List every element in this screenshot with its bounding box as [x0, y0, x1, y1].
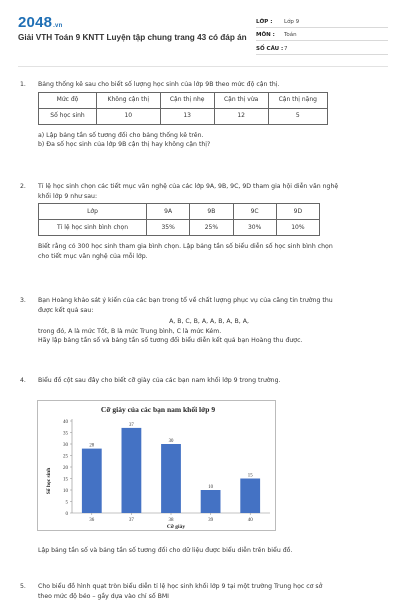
- question-part-a: a) Lập bảng tần số tương đối cho bảng thống kê trên.: [38, 131, 204, 139]
- x-tick-label: 36: [89, 518, 95, 523]
- table-cell: Cận thị nặng: [268, 92, 327, 108]
- table-cell: 9C: [233, 204, 276, 220]
- y-tick-label: 15: [63, 477, 68, 483]
- table-cell: 9A: [147, 204, 190, 220]
- document-title: Giải VTH Toán 9 KNTT Luyện tập chung trang 43 có đáp án: [18, 33, 247, 42]
- table-cell: Cận thị vừa: [214, 92, 268, 108]
- meta-row-grade: [256, 14, 388, 28]
- question-3: [20, 296, 380, 346]
- table-row: [39, 92, 328, 108]
- table-cell: 10: [97, 108, 161, 124]
- table-cell: 13: [160, 108, 214, 124]
- meta-key: MÔN :: [256, 32, 275, 38]
- question-number: 2.: [20, 183, 26, 190]
- shoe-size-chart: [37, 400, 276, 531]
- data-label: 30: [168, 439, 174, 444]
- bar-chart-svg: [38, 401, 277, 532]
- question-number: 5.: [20, 583, 26, 590]
- question-text: Biểu đồ cột sau đây cho biết cỡ giày của các bạn nam khối lớp 9 trong trường.: [38, 377, 281, 384]
- bar: [82, 449, 102, 513]
- y-tick-label: 30: [63, 442, 68, 448]
- y-axis-label: Số học sinh: [46, 467, 52, 495]
- x-tick-label: 39: [208, 518, 214, 523]
- question-text: Bạn Hoàng khảo sát ý kiến của các bạn trong tổ về chất lượng phục vụ của căng tin trường thu: [38, 297, 333, 304]
- y-tick-label: 25: [63, 454, 68, 460]
- x-tick-label: 37: [128, 518, 134, 523]
- question-number: 1.: [20, 81, 26, 88]
- table-cell: 9B: [190, 204, 233, 220]
- meta-row-subject: [256, 28, 388, 42]
- meta-value: 7: [284, 45, 288, 52]
- y-tick-label: 35: [63, 431, 68, 437]
- y-tick-label: 5: [65, 500, 68, 506]
- question-text: trong đó, A là mức Tốt, B là mức Trung bình, C là mức Kém.: [38, 327, 222, 335]
- meta-panel: [256, 14, 388, 55]
- question-4-followup: [20, 546, 380, 556]
- table-cell: 5: [268, 108, 327, 124]
- table-cell: Không cận thị: [97, 92, 161, 108]
- meta-value: Toán: [284, 32, 297, 38]
- table-row: [39, 204, 320, 220]
- question-text: theo mức độ béo – gầy dựa vào chỉ số BMI: [38, 592, 170, 600]
- y-tick-label: 40: [63, 419, 68, 425]
- bar: [161, 444, 181, 513]
- meta-key: LỚP :: [256, 18, 273, 25]
- question-text: Hãy lập bảng tần số và bảng tần số tương đối biểu diễn kết quả bạn Hoàng thu được.: [38, 337, 303, 345]
- question-text: được kết quả sau:: [38, 306, 94, 314]
- x-tick-label: 38: [168, 518, 174, 523]
- table-cell: 10%: [276, 220, 319, 236]
- question-text: khối lớp 9 như sau:: [38, 192, 98, 200]
- question-text: Lập bảng tần số và bảng tần số tương đối cho dữ liệu được biểu diễn trên biểu đồ.: [38, 547, 293, 554]
- data-label: 10: [208, 485, 213, 490]
- document-header: [18, 14, 388, 64]
- table-cell: 12: [214, 108, 268, 124]
- y-tick-label: 0: [65, 511, 68, 517]
- data-label: 28: [89, 443, 95, 449]
- question-part-b: b) Đa số học sinh của lớp 9B cận thị hay không cận thị?: [38, 141, 211, 149]
- meta-row-count: [256, 41, 388, 55]
- chart-bars: [82, 423, 260, 513]
- table-cell: Lớp: [39, 204, 147, 220]
- question-text: Bảng thống kê sau cho biết số lượng học sinh của lớp 9B theo mức độ cận thị.: [38, 81, 280, 88]
- x-tick-label: 40: [247, 518, 253, 523]
- question-text: cho tiết mục văn nghệ của mỗi lớp.: [38, 252, 148, 260]
- bar: [201, 490, 221, 513]
- y-tick-label: 10: [63, 488, 68, 494]
- table-row: [39, 220, 320, 236]
- question-5: [20, 582, 380, 600]
- meta-key: SỐ CÂU :: [256, 45, 284, 52]
- data-label: 37: [129, 422, 134, 428]
- data-label: 15: [247, 473, 253, 479]
- table-cell: Số học sinh: [39, 108, 97, 124]
- table-cell: Mức độ: [39, 92, 97, 108]
- question-2-table: [38, 203, 320, 236]
- table-cell: Cận thị nhẹ: [160, 92, 214, 108]
- question-number: 3.: [20, 297, 26, 304]
- bar: [122, 428, 142, 513]
- question-4: [20, 376, 380, 386]
- table-row: [39, 108, 328, 124]
- question-1-table: [38, 92, 328, 125]
- bar: [240, 479, 260, 514]
- question-text: Tỉ lệ học sinh chọn các tiết mục văn nghệ của các lớp 9A, 9B, 9C, 9D tham gia hội diễn văn nghệ: [38, 183, 339, 190]
- question-text: Biết rằng có 300 học sinh tham gia bình chọn. Lập bảng tần số biểu diễn số học sinh bình chọn: [38, 243, 333, 251]
- question-number: 4.: [20, 377, 26, 384]
- x-axis-label: Cỡ giày: [166, 524, 186, 530]
- question-1: [20, 80, 380, 150]
- chart-title: Cỡ giày của các bạn nam khối lớp 9: [100, 405, 216, 414]
- survey-sequence: A, B, C, B, A, A, B, A, B, A,: [169, 318, 249, 326]
- table-cell: Tỉ lệ học sinh bình chọn: [39, 220, 147, 236]
- table-cell: 35%: [147, 220, 190, 236]
- table-cell: 25%: [190, 220, 233, 236]
- question-2: [20, 182, 380, 261]
- meta-value: Lớp 9: [284, 18, 300, 25]
- table-cell: 9D: [276, 204, 319, 220]
- question-text: Cho biểu đồ hình quạt tròn biểu diễn tỉ lệ học sinh khối lớp 9 tại một trường Trung học cơ sở: [38, 583, 323, 590]
- site-logo[interactable]: 2048.vn: [18, 14, 63, 31]
- y-tick-label: 20: [63, 465, 68, 471]
- header-divider: [18, 66, 388, 67]
- table-cell: 30%: [233, 220, 276, 236]
